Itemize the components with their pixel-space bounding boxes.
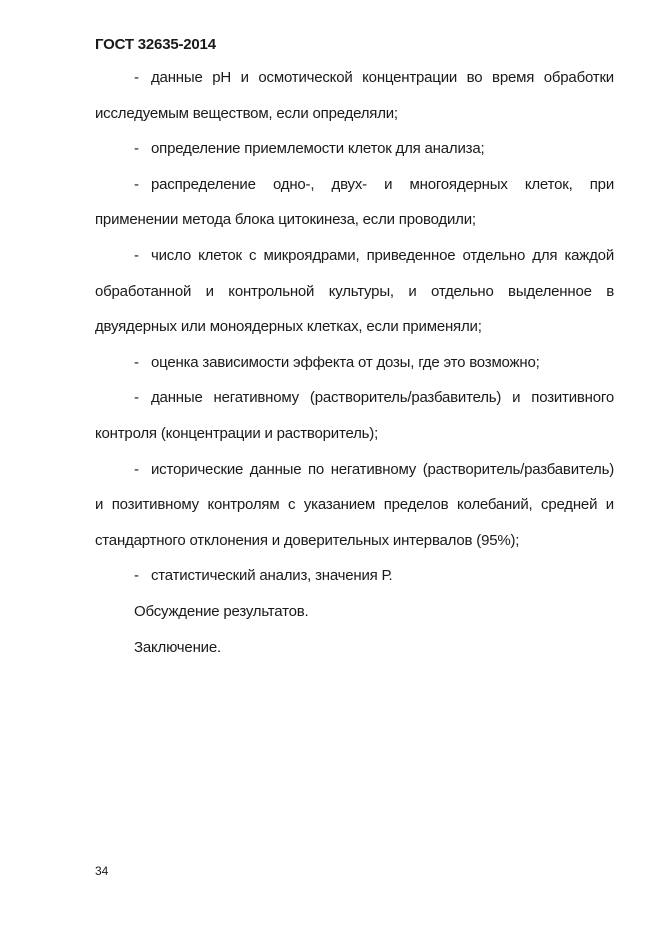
list-item-text: исторические данные по негативному (растворитель/разбавитель) и позитивному контролям с указанием пределов колебаний, средней и стандартного отклонения и доверительных интервалов (95%); xyxy=(95,460,614,549)
section-heading-discussion: Обсуждение результатов. xyxy=(134,602,309,620)
list-dash: - xyxy=(134,175,139,193)
list-dash: - xyxy=(134,353,139,371)
list-item xyxy=(95,380,614,451)
list-item xyxy=(95,452,614,559)
list-dash: - xyxy=(134,69,139,86)
document-header: ГОСТ 32635-2014 xyxy=(95,36,216,53)
list-dash: - xyxy=(134,246,139,264)
list-item xyxy=(95,131,614,167)
list-dash: - xyxy=(134,567,139,585)
list-item-text: определение приемлемости клеток для анализа; xyxy=(151,140,485,158)
list-dash: - xyxy=(134,460,139,478)
list-item xyxy=(95,60,614,131)
list-item xyxy=(95,558,614,594)
document-body xyxy=(95,60,614,665)
list-item xyxy=(95,238,614,345)
list-item-text: число клеток с микроядрами, приведенное отдельно для каждой обработанной и контрольной культуры, и отдельно выделенное в двуядерных или моноядерных клетках, если применяли; xyxy=(95,246,614,336)
section-heading-conclusion: Заключение. xyxy=(134,638,221,656)
page-number: 34 xyxy=(95,864,109,878)
list-dash: - xyxy=(134,140,139,158)
list-item-text: распределение одно-, двух- и многоядерных клеток, при применении метода блока цитокинеза, если проводили; xyxy=(95,175,614,229)
list-item-text: данные негативному (растворитель/разбавитель) и позитивного контроля (концентрации и растворитель); xyxy=(95,389,614,442)
list-item-text: статистический анализ, значения Р. xyxy=(151,567,393,585)
list-item-text: оценка зависимости эффекта от дозы, где это возможно; xyxy=(151,353,540,371)
list-dash: - xyxy=(134,389,139,407)
list-item xyxy=(95,167,614,238)
list-item-text: данные рН и осмотической концентрации во время обработки исследуемым веществом, если определяли; xyxy=(95,69,614,122)
list-item xyxy=(95,345,614,381)
